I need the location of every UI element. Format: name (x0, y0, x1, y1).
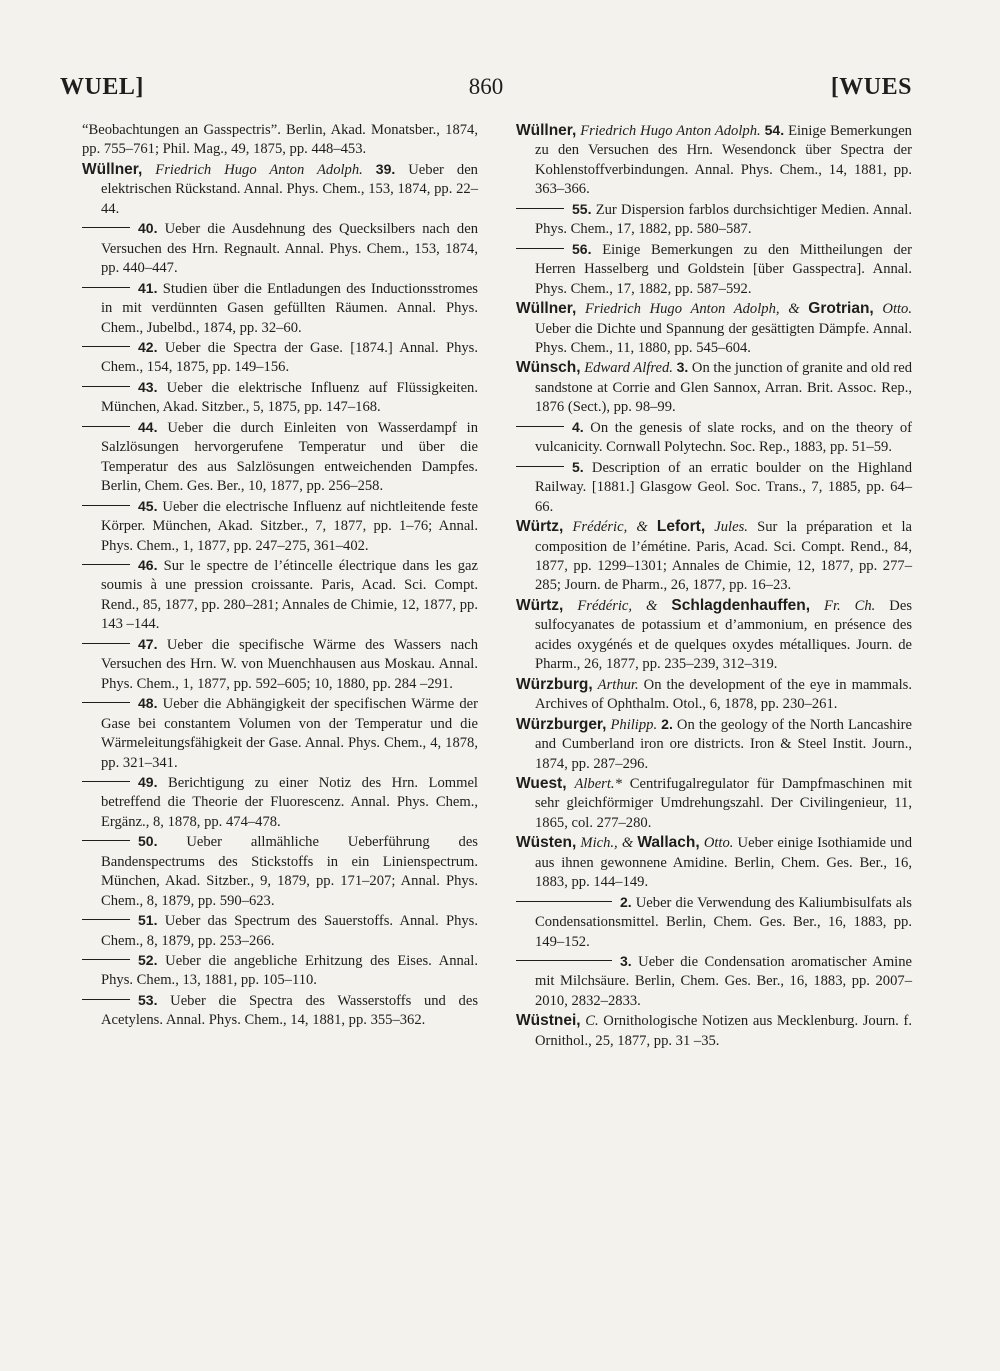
entry-text: On the development of the eye in mammals. Archives of Ophthalm. Otol., 6, 1878, pp. 230–261. (535, 676, 912, 713)
bibliography-entry (516, 1011, 912, 1051)
ditto-rule (82, 287, 130, 288)
ditto-rule (82, 919, 130, 920)
author-given-names: Albert.* (574, 775, 622, 792)
author-given-names: Frédéric, (577, 597, 633, 614)
entry-number: 42. (138, 338, 158, 355)
author-surname: Würtz, (516, 518, 564, 536)
author-surname: Wüllner, (82, 160, 143, 178)
entry-text: Zur Dispersion farblos durchsichtiger Medien. Annal. Phys. Chem., 17, 1882, pp. 580–587. (535, 201, 912, 238)
bibliography-entry (516, 893, 912, 952)
entry-number: 54. (764, 122, 785, 138)
entry-number: 44. (138, 418, 158, 435)
ditto-rule (82, 426, 130, 427)
author-given-names: Friedrich Hugo Anton Adolph. (155, 161, 363, 178)
entry-number: 45. (138, 497, 158, 514)
ditto-rule (516, 466, 564, 467)
bibliography-entry (82, 911, 478, 951)
bibliography-entry (516, 458, 912, 517)
entry-text: Berichtigung zu einer Notiz des Hrn. Lommel betreffend die Theorie der Fluorescenz. Annal. Phys. Chem., Ergänz., 8, 1878, pp. 474–478. (101, 774, 478, 830)
bibliography-entry (516, 715, 912, 774)
bibliography-entry (82, 773, 478, 832)
bibliography-entry (516, 952, 912, 1011)
entry-number: 39. (375, 160, 396, 177)
bibliography-entry (82, 279, 478, 338)
entry-number: 50. (138, 833, 158, 850)
coauthor-surname: Grotrian, (808, 300, 874, 318)
entry-number: 46. (138, 556, 158, 573)
entry-text: Ueber die elektrische Influenz auf Flüssigkeiten. München, Akad. Sitzber., 5, 1875, pp. 147–168. (101, 379, 478, 416)
entry-text: Ueber die Condensation aromatischer Amine mit Milchsäure. Berlin, Chem. Ges. Ber., 16, 1883, pp. 2007–2010, 2832–2833. (535, 954, 913, 1009)
ampersand: & (621, 835, 634, 852)
author-given-names: C. (585, 1013, 599, 1030)
ditto-rule (82, 564, 130, 565)
entry-number: 4. (572, 418, 584, 435)
ditto-rule (516, 960, 612, 961)
author-surname: Wüllner, (516, 300, 577, 318)
ditto-rule (82, 999, 130, 1000)
coauthor-given-names: Jules. (714, 519, 748, 536)
entry-text: Einige Bemerkungen zu den Mittheilungen der Herren Hasselberg und Goldstein [über Gasspectra]. Annal. Phys. Chem., 17, 1882, pp. 587–592. (535, 241, 912, 297)
bibliography-entry (516, 833, 912, 892)
bibliography-entry (82, 497, 478, 556)
entry-number: 49. (138, 773, 158, 790)
entry-text: Studien über die Entladungen des Inductionsstromes in mit verdünnten Gasen gefüllten Räumen. Annal. Phys. Chem., Jubelbd., 1874, pp. 32–60. (101, 280, 478, 336)
coauthor-surname: Schlagdenhauffen, (671, 596, 811, 614)
bibliography-entry (516, 517, 912, 596)
bibliography-entry (82, 635, 478, 694)
bibliography-entry (82, 219, 478, 278)
entry-text: Ueber einige Isothiamide und aus ihnen gewonnene Amidine. Berlin, Chem. Ges. Ber., 16, 1883, pp. 144–149. (535, 835, 913, 891)
bibliography-entry (516, 200, 912, 240)
bibliography-entry (516, 774, 912, 833)
author-given-names: Friedrich Hugo Anton Adolph. (580, 123, 761, 139)
entry-text: Ueber die angebliche Erhitzung des Eises. Annal. Phys. Chem., 13, 1881, pp. 105–110. (101, 953, 478, 989)
bibliography-entry (82, 694, 478, 773)
left-column (82, 121, 478, 1031)
entry-text: Ueber die Verwendung des Kaliumbisulfats als Condensationsmittel. Berlin, Chem. Ges. Ber., 16, 1883, pp. 149–152. (535, 894, 912, 950)
entry-text: Ueber die electrische Influenz auf nichtleitende feste Körper. München, Akad. Sitzber., 7, 1877, pp. 1–76; Annal. Phys. Chem., 1, 1877, pp. 247–275, 361–402. (101, 498, 478, 554)
ditto-rule (516, 901, 612, 902)
entry-number: 53. (138, 991, 158, 1008)
bibliography-entry (82, 556, 478, 635)
entry-number: 3. (620, 953, 632, 970)
entry-number: 2. (661, 715, 673, 732)
entry-number: 55. (572, 200, 592, 217)
bibliography-entry (516, 299, 912, 358)
entry-text: Ueber den elektrischen Rückstand. Annal. Phys. Chem., 153, 1874, pp. 22–44. (101, 161, 478, 217)
ditto-rule (516, 248, 564, 249)
coauthor-given-names: Fr. Ch. (824, 597, 876, 614)
entry-number: 48. (138, 695, 158, 712)
entry-number: 56. (572, 240, 592, 257)
entry-number: 51. (138, 912, 158, 929)
page-number: 860 (468, 74, 504, 99)
header-left: WUEL] (60, 74, 144, 100)
bibliography-entry (82, 418, 478, 497)
entry-text: Ueber die Ausdehnung des Quecksilbers nach den Versuchen des Hrn. Regnault. Annal. Phys. Chem., 153, 1874, pp. 440–447. (101, 221, 478, 277)
coauthor-given-names: Otto. (703, 835, 734, 852)
ditto-rule (82, 959, 130, 960)
coauthor-surname: Wallach, (637, 834, 700, 852)
entry-text: Ueber die Spectra der Gase. [1874.] Annal. Phys. Chem., 154, 1875, pp. 149–156. (101, 339, 478, 376)
author-surname: Wüsten, (516, 834, 577, 852)
author-surname: Wuest, (516, 774, 567, 792)
bibliography-entry (82, 160, 478, 219)
entry-text: Ueber die Spectra des Wasserstoffs und des Acetylens. Annal. Phys. Chem., 14, 1881, pp. 355–362. (101, 992, 478, 1029)
entry-text: On the geology of the North Lancashire and Cumberland iron ore districts. Iron & Steel Instit. Journ., 1874, pp. 287–296. (535, 716, 912, 772)
author-given-names: Edward Alfred. (584, 360, 673, 377)
author-given-names: Arthur. (597, 676, 639, 693)
entry-number: 40. (138, 220, 158, 237)
entry-text: Description of an erratic boulder on the Highland Railway. [1881.] Glasgow Geol. Soc. Trans., 7, 1885, pp. 64–66. (535, 459, 912, 515)
author-surname: Wüllner, (516, 122, 577, 139)
entry-number: 3. (676, 359, 689, 376)
bibliography-entry (516, 418, 912, 458)
bibliography-entry (82, 378, 478, 418)
entry-text: Ueber die durch Einleiten von Wasserdampf in Salzlösungen hervorgerufene Temperatur und über die Temperatur des aus Salzlösungen entweichenden Dampfes. Berlin, Chem. Ges. Ber., 10, 1877, pp. 256–258. (101, 419, 478, 495)
entry-text: Ornithologische Notizen aus Mecklenburg. Journ. f. Ornithol., 25, 1877, pp. 31 –35. (535, 1013, 912, 1049)
author-surname: Wünsch, (516, 359, 581, 377)
author-given-names: Frédéric, (572, 519, 628, 536)
entry-number: 41. (138, 279, 158, 296)
ditto-rule (82, 386, 130, 387)
entry-number: 5. (572, 458, 584, 475)
ampersand: & (646, 597, 658, 614)
ditto-rule (82, 505, 130, 506)
bibliography-entry (516, 358, 912, 417)
entry-text: Ueber die Dichte und Spannung der gesättigten Dämpfe. Annal. Phys. Chem., 11, 1880, pp. 545–604. (535, 320, 912, 356)
entry-text: Einige Bemerkungen zu den Versuchen des Hrn. Wesendonck über Spectra der Kohlenstoffverbindungen. Annal. Phys. Chem., 14, 1881, pp. 363–366. (535, 123, 912, 198)
entry-text: Ueber das Spectrum des Sauerstoffs. Annal. Phys. Chem., 8, 1879, pp. 253–266. (101, 913, 479, 949)
entry-text: Centrifugalregulator für Dampfmaschinen mit sehr gleichförmiger Umdrehungszahl. Der Civilingenieur, 11, 1865, col. 277–280. (535, 775, 913, 831)
entry-text: On the genesis of slate rocks, and on the theory of vulcanicity. Cornwall Polytechn. Soc. Rep., 1883, pp. 51–59. (535, 419, 913, 456)
ditto-rule (82, 346, 130, 347)
bibliography-entry (82, 832, 478, 911)
entry-number: 47. (138, 635, 158, 652)
ampersand: & (636, 519, 648, 536)
bibliography-entry (516, 240, 912, 299)
author-given-names: Philipp. (610, 716, 658, 733)
ditto-rule (82, 227, 130, 228)
author-surname: Würtz, (516, 596, 564, 614)
entry-text: “Beobachtungen an Gasspectris”. Berlin, Akad. Monatsber., 1874, pp. 755–761; Phil. Mag., 49, 1875, pp. 448–453. (82, 122, 478, 158)
ditto-rule (82, 702, 130, 703)
entry-number: 43. (138, 378, 158, 395)
author-given-names: Mich., (580, 835, 618, 852)
ampersand: & (788, 301, 800, 318)
ditto-rule (82, 643, 130, 644)
bibliography-entry (82, 338, 478, 378)
right-column (516, 121, 912, 1051)
author-given-names: Friedrich Hugo Anton Adolph, (584, 301, 780, 318)
author-surname: Würzburg, (516, 675, 593, 693)
entry-text: Ueber die Abhängigkeit der specifischen Wärme der Gase bei constantem Volumen von der Temperatur und die Wärmeleitungsfähigkeit der Gase. Annal. Phys. Chem., 4, 1878, pp. 321–341. (101, 696, 479, 771)
bibliography-entry (516, 121, 912, 200)
header-right: [WUES (830, 74, 912, 100)
ditto-rule (82, 781, 130, 782)
ditto-rule (516, 208, 564, 209)
entry-text: Sur le spectre de l’étincelle électrique dans les gaz soumis à une pression croissante. Paris, Acad. Sci. Compt. Rend., 85, 1877, pp. 280–281; Annales de Chimie, 12, 1877, pp. 143 –144. (101, 557, 478, 633)
entry-text: Ueber die specifische Wärme des Wassers nach Versuchen des Hrn. W. von Muenchhausen aus Moskau. Annal. Phys. Chem., 1, 1877, pp. 592–605; 10, 1880, pp. 284 –291. (101, 636, 478, 692)
ditto-rule (82, 840, 130, 841)
bibliography-entry (82, 991, 478, 1031)
entry-text: On the junction of granite and old red sandstone at Corrie and Glen Sannox, Arran. Brit. Assoc. Rep., 1876 (Sect.), pp. 98–99. (535, 360, 912, 416)
entry-text: Ueber allmähliche Ueberführung des Bandenspectrums des Stickstoffs in ein Linienspectrum. München, Akad. Sitzber., 9, 1879, pp. 171–207; Annal. Phys. Chem., 8, 1879, pp. 590–623. (101, 834, 478, 909)
bibliography-entry (516, 675, 912, 715)
entry-text: Des sulfocyanates de potassium et d’ammonium, en présence des acides oxygénés et de quelques oxydes métalliques. Journ. de Pharm., 26, 1877, pp. 235–239, 312–319. (535, 597, 912, 673)
bibliography-entry (82, 951, 478, 991)
entry-number: 52. (138, 952, 158, 969)
bibliography-entry (82, 121, 478, 160)
author-surname: Würzburger, (516, 715, 607, 733)
author-surname: Wüstnei, (516, 1012, 581, 1030)
entry-number: 2. (620, 893, 632, 910)
entry-text: Sur la préparation et la composition de l’émétine. Paris, Acad. Sci. Compt. Rend., 84, 1877, pp. 1299–1301; Annales de Chimie, 12, 1877, pp. 277–285; Journ. de Pharm., 26, 1877, pp. 16–23. (535, 519, 912, 594)
coauthor-surname: Lefort, (656, 518, 706, 536)
bibliography-entry (516, 596, 912, 675)
running-header (60, 74, 912, 108)
ditto-rule (516, 426, 564, 427)
coauthor-given-names: Otto. (882, 301, 912, 318)
